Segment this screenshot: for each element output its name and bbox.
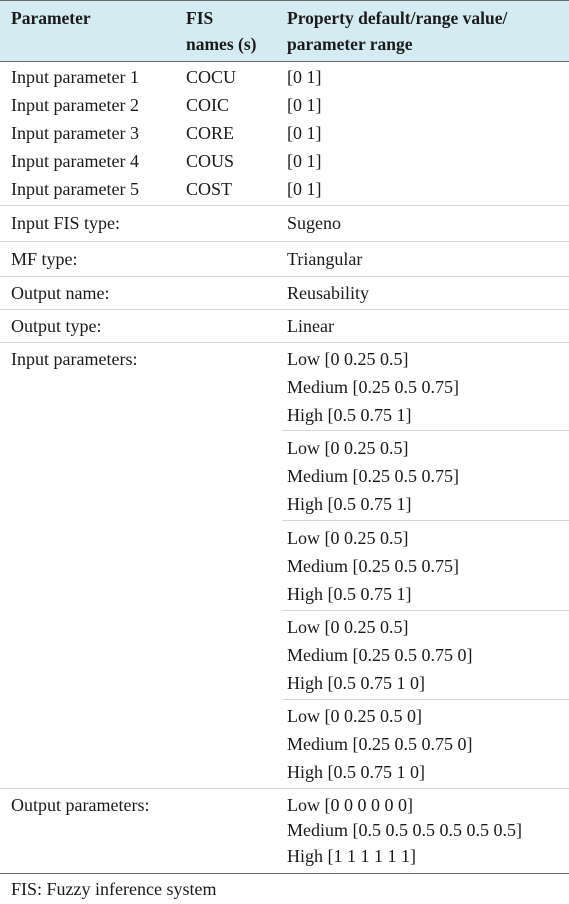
input-mf-1-medium: Medium [0.25 0.5 0.75] — [287, 377, 459, 397]
input-mf-1-low: Low [0 0.25 0.5] — [287, 349, 409, 369]
row-range-1: [0 1] — [287, 67, 322, 87]
input-mf-5-low: Low [0 0.25 0.5 0] — [287, 706, 422, 726]
label-output-name: Output name: — [11, 283, 110, 303]
header-fis-line1: FIS — [186, 8, 214, 28]
input-mf-1-high: High [0.5 0.75 1] — [287, 405, 412, 425]
row-divider — [0, 241, 569, 242]
label-output-type: Output type: — [11, 316, 102, 336]
label-input-parameters: Input parameters: — [11, 349, 138, 369]
value-mf-type: Triangular — [287, 249, 363, 269]
input-mf-2-medium: Medium [0.25 0.5 0.75] — [287, 466, 459, 486]
label-output-parameters: Output parameters: — [11, 795, 150, 815]
row-divider — [0, 788, 569, 789]
row-divider — [0, 205, 569, 206]
value-input-fis-type: Sugeno — [287, 213, 341, 233]
group-divider — [282, 520, 569, 521]
input-mf-4-high: High [0.5 0.75 1 0] — [287, 673, 425, 693]
value-output-type: Linear — [287, 316, 334, 336]
header-prop-line2: parameter range — [287, 34, 413, 54]
row-fis-4: COUS — [186, 151, 235, 171]
header-parameter: Parameter — [11, 8, 91, 28]
row-fis-2: COIC — [186, 95, 230, 115]
input-mf-4-low: Low [0 0.25 0.5] — [287, 617, 409, 637]
label-mf-type: MF type: — [11, 249, 78, 269]
output-mf-high: High [1 1 1 1 1 1] — [287, 846, 416, 866]
input-mf-4-medium: Medium [0.25 0.5 0.75 0] — [287, 645, 473, 665]
row-fis-5: COST — [186, 179, 233, 199]
row-param-1: Input parameter 1 — [11, 67, 139, 87]
input-mf-3-low: Low [0 0.25 0.5] — [287, 528, 409, 548]
input-mf-5-medium: Medium [0.25 0.5 0.75 0] — [287, 734, 473, 754]
input-mf-2-low: Low [0 0.25 0.5] — [287, 438, 409, 458]
row-fis-3: CORE — [186, 123, 235, 143]
header-fis-line2: names (s) — [186, 34, 257, 54]
value-output-name: Reusability — [287, 283, 369, 303]
row-range-2: [0 1] — [287, 95, 322, 115]
row-param-2: Input parameter 2 — [11, 95, 139, 115]
row-divider — [0, 342, 569, 343]
table-bottom-rule — [0, 873, 569, 874]
row-divider — [0, 276, 569, 277]
row-param-3: Input parameter 3 — [11, 123, 139, 143]
header-property-range — [287, 5, 507, 57]
group-divider — [282, 699, 569, 700]
group-divider — [282, 430, 569, 431]
row-fis-1: COCU — [186, 67, 237, 87]
header-prop-line1: Property default/range value/ — [287, 8, 508, 28]
row-divider — [0, 309, 569, 310]
label-input-fis-type: Input FIS type: — [11, 213, 121, 233]
row-range-4: [0 1] — [287, 151, 322, 171]
input-mf-5-high: High [0.5 0.75 1 0] — [287, 762, 425, 782]
input-mf-3-high: High [0.5 0.75 1] — [287, 584, 412, 604]
row-range-5: [0 1] — [287, 179, 322, 199]
output-mf-medium: Medium [0.5 0.5 0.5 0.5 0.5 0.5] — [287, 820, 522, 840]
input-mf-2-high: High [0.5 0.75 1] — [287, 494, 412, 514]
row-param-5: Input parameter 5 — [11, 179, 139, 199]
table-footnote: FIS: Fuzzy inference system — [11, 879, 217, 899]
group-divider — [282, 610, 569, 611]
row-range-3: [0 1] — [287, 123, 322, 143]
header-fis-names — [186, 5, 256, 57]
table-header — [0, 0, 569, 62]
row-param-4: Input parameter 4 — [11, 151, 139, 171]
output-mf-low: Low [0 0 0 0 0 0] — [287, 795, 413, 815]
input-mf-3-medium: Medium [0.25 0.5 0.75] — [287, 556, 459, 576]
